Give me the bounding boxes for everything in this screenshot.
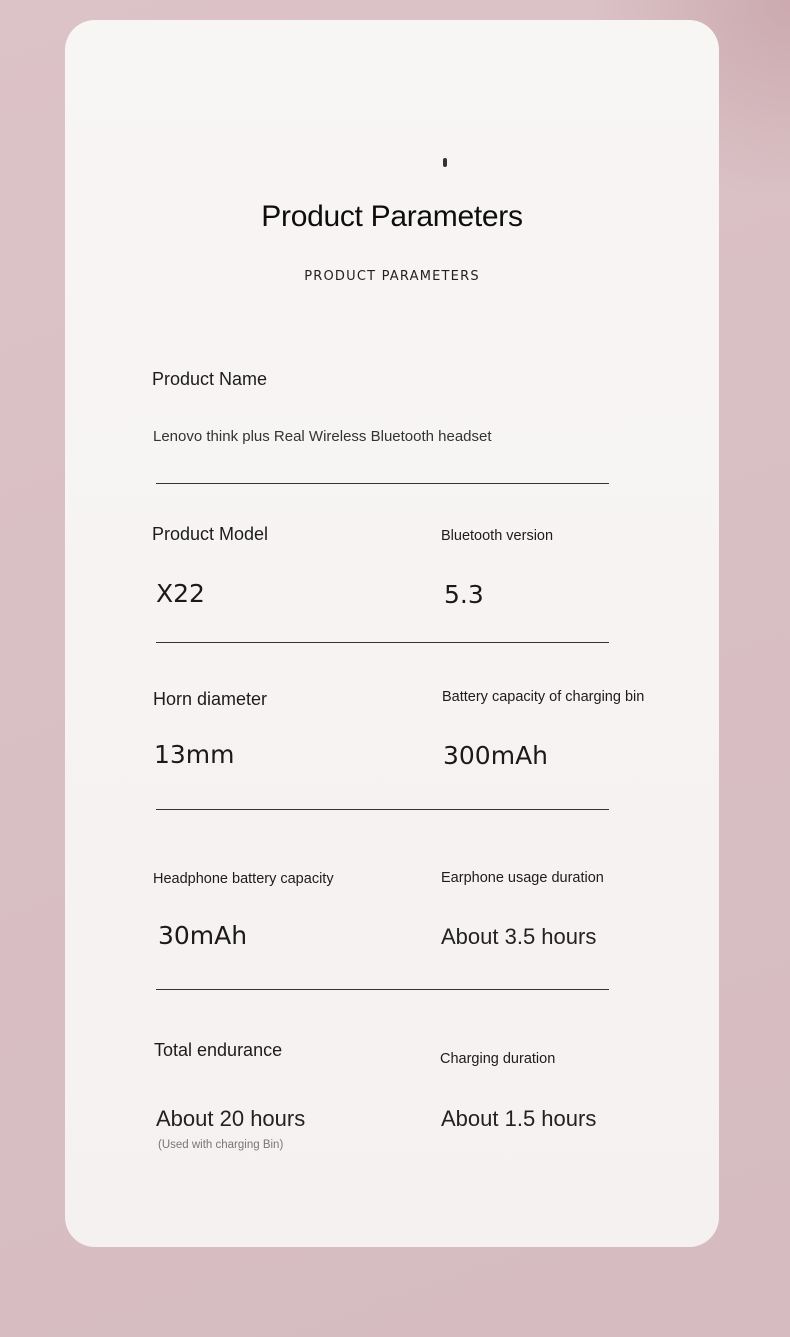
microphone-icon xyxy=(443,158,447,167)
product-model-label: Product Model xyxy=(152,524,269,544)
divider xyxy=(156,989,609,990)
parameters-card xyxy=(65,20,719,1247)
bluetooth-version-label: Bluetooth version xyxy=(441,528,554,544)
horn-diameter-value: 13mm xyxy=(154,740,235,769)
horn-diameter-label: Horn diameter xyxy=(153,689,268,709)
divider xyxy=(156,483,609,484)
product-name-value: Lenovo think plus Real Wireless Bluetooth headset xyxy=(153,428,492,445)
bluetooth-version-value: 5.3 xyxy=(444,580,484,609)
divider xyxy=(156,809,609,810)
headphone-battery-value: 30mAh xyxy=(158,921,248,950)
charging-bin-battery-value: 300mAh xyxy=(443,741,549,770)
divider xyxy=(156,642,609,643)
total-endurance-note: (Used with charging Bin) xyxy=(158,1139,284,1151)
page-subtitle: PRODUCT PARAMETERS xyxy=(304,269,480,284)
page-title: Product Parameters xyxy=(261,200,523,233)
product-model-value: X22 xyxy=(156,579,205,608)
total-endurance-value: About 20 hours xyxy=(156,1106,306,1131)
headphone-battery-label: Headphone battery capacity xyxy=(153,871,334,887)
charging-duration-label: Charging duration xyxy=(440,1051,556,1067)
total-endurance-label: Total endurance xyxy=(154,1040,283,1060)
usage-duration-label: Earphone usage duration xyxy=(441,870,604,886)
charging-bin-battery-label: Battery capacity of charging bin xyxy=(442,689,645,705)
charging-duration-value: About 1.5 hours xyxy=(441,1106,597,1131)
usage-duration-value: About 3.5 hours xyxy=(441,924,597,949)
product-name-label: Product Name xyxy=(152,369,268,389)
